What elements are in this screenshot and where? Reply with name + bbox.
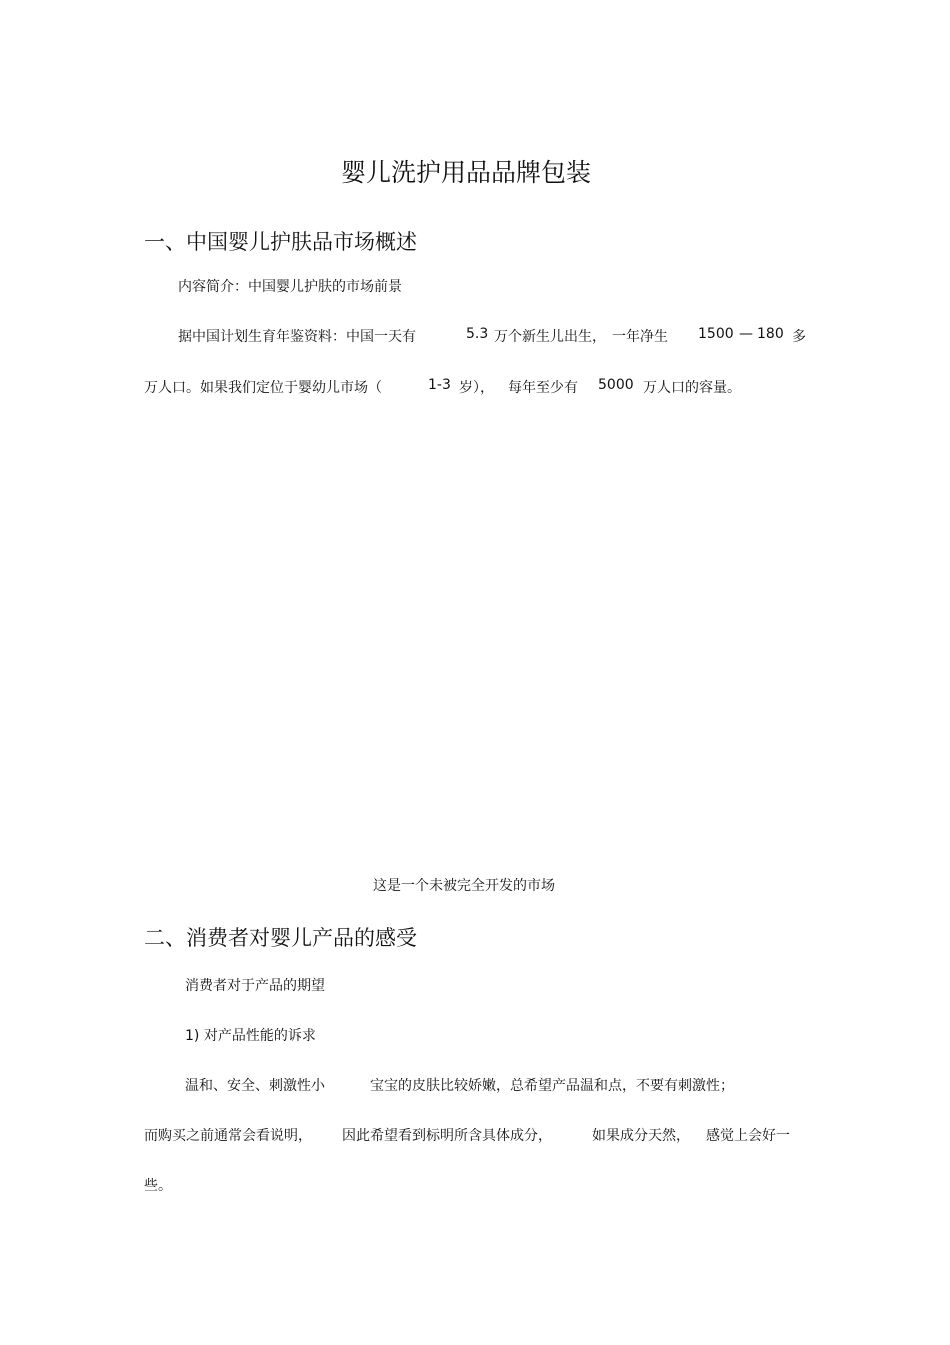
section-2-heading: 二、消费者对婴儿产品的感受	[144, 926, 417, 950]
text-segment: 如果成分天然，	[592, 1128, 690, 1144]
text-segment: 万人口。如果我们定位于婴幼儿市场（	[144, 380, 382, 396]
text-segment: 1-3	[428, 377, 451, 393]
text-segment: 180	[757, 326, 784, 342]
text-segment: 万人口的容量。	[643, 380, 741, 396]
section-2-subheading: 消费者对于产品的期望	[185, 978, 325, 994]
text-segment: 岁），	[459, 380, 494, 396]
text-segment: 因此希望看到标明所含具体成分，	[342, 1128, 552, 1144]
text-segment: 1500	[698, 326, 734, 342]
section-2-paragraph-line-3: 些。	[144, 1178, 172, 1194]
text-segment: 一年净生	[612, 329, 668, 345]
text-segment: 每年至少有	[508, 380, 578, 396]
text-segment: 宝宝的皮肤比较娇嫩，总希望产品温和点，不要有刺激性；	[370, 1078, 734, 1094]
text-segment: 据中国计划生育年鉴资料：中国一天有	[178, 329, 416, 345]
text-segment: —	[739, 326, 753, 342]
text-segment: 多	[792, 329, 806, 345]
section-1-heading: 一、中国婴儿护肤品市场概述	[144, 230, 417, 254]
text-segment: 温和、安全、刺激性小	[185, 1078, 325, 1094]
text-segment: 万个新生儿出生，	[494, 329, 606, 345]
section-2-item-1: 1) 对产品性能的诉求	[185, 1028, 316, 1044]
text-segment: 5.3	[466, 326, 489, 342]
section-1-intro: 内容简介：中国婴儿护肤的市场前景	[178, 279, 402, 295]
text-segment: 而购买之前通常会看说明，	[144, 1128, 312, 1144]
text-segment: 5000	[598, 377, 634, 393]
document-title: 婴儿洗护用品品牌包装	[340, 158, 591, 187]
market-caption: 这是一个未被完全开发的市场	[373, 878, 555, 894]
text-segment: 感觉上会好一	[706, 1128, 790, 1144]
